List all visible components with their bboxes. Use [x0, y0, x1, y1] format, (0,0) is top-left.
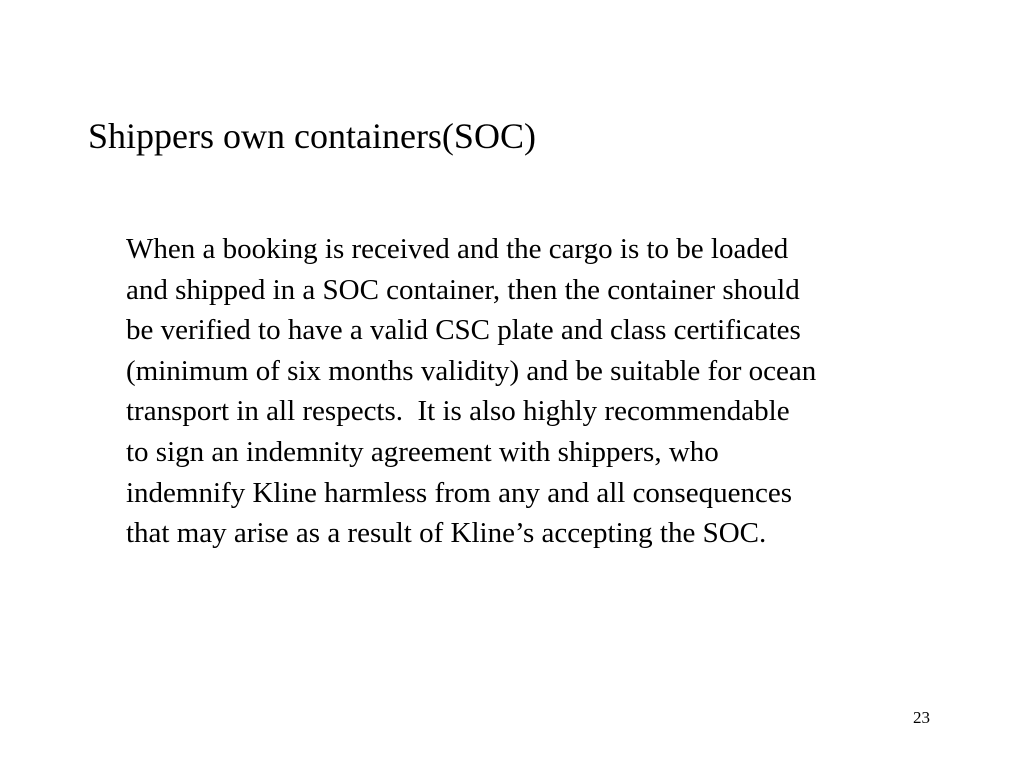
- body-line: be verified to have a valid CSC plate and class certificates: [126, 314, 801, 347]
- page-number: 23: [913, 708, 930, 727]
- body-line: transport in all respects. It is also highly recommendable: [126, 395, 790, 428]
- body-line: When a booking is received and the cargo is to be loaded: [126, 233, 789, 265]
- slide-body: [126, 229, 986, 554]
- body-line: and shipped in a SOC container, then the container should: [126, 273, 800, 306]
- body-line: (minimum of six months validity) and be suitable for ocean: [126, 354, 817, 387]
- body-line: to sign an indemnity agreement with shippers, who: [126, 435, 719, 468]
- body-line: indemnify Kline harmless from any and all consequences: [126, 476, 792, 509]
- body-line: that may arise as a result of Kline’s accepting the SOC.: [126, 517, 767, 550]
- slide-title: Shippers own containers(SOC): [88, 116, 536, 156]
